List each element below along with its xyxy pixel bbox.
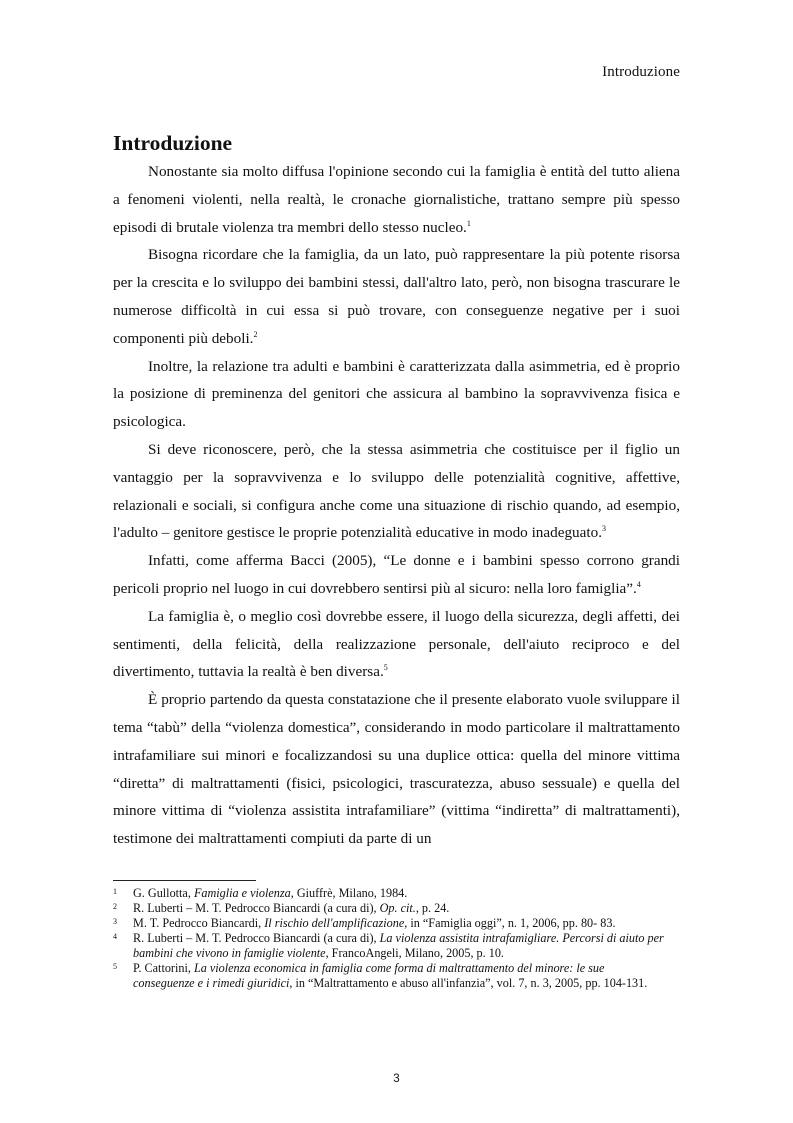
footnote-ref-2: 2 xyxy=(253,329,258,339)
paragraph-2-text: Bisogna ricordare che la famiglia, da un lato, può rappresentare la più potente risorsa per la crescita e lo sviluppo dei bambini stessi, dall'altro lato, però, non bisogna trascurare le numerose difficoltà in cui essa si può trovare, con conseguenze negative per i suoi componenti più deboli. xyxy=(113,246,680,347)
running-header: Introduzione xyxy=(602,64,680,80)
footnote-separator xyxy=(113,880,256,881)
footnote-ref-5: 5 xyxy=(383,663,388,673)
footnote-ref-3: 3 xyxy=(602,524,606,534)
footnote-ref-4: 4 xyxy=(636,579,641,589)
footnote-text xyxy=(133,916,669,931)
paragraph-4-text: Si deve riconoscere, però, che la stessa asimmetria che costituisce per il figlio un vantaggio per la sopravvivenza e lo sviluppo delle potenzialità cognitive, affettive, relazionali e sociali, si configura anche come una situazione di rischio quando, ad esempio, l'adulto – genitore gestisce le proprie potenzialità educative in modo inadeguato. xyxy=(113,440,680,542)
footnote-work-title: Il rischio dell'amplificazione xyxy=(264,916,405,930)
footnote xyxy=(113,886,669,901)
paragraph-7-text: È proprio partendo da questa constatazione che il presente elaborato vuole sviluppare il tema “tabù” della “violenza domestica”, considerando in modo particolare il maltrattamento intrafamiliare sui minori e focalizzandosi su una duplice ottica: quella del minore vittima “diretta” di maltrattamenti (fisici, psicologici, trascuratezza, abuso sessuale) e quella del minore vittima di “violenza assistita intrafamiliare” (vittima “indiretta” di maltrattamenti), testimone dei maltrattamenti compiuti da parte di un xyxy=(113,691,680,848)
footnote xyxy=(113,931,669,961)
footnote-text xyxy=(133,886,669,901)
paragraph-3 xyxy=(113,353,680,436)
footnote-number: 2 xyxy=(113,902,117,911)
paragraph-3-text: Inoltre, la relazione tra adulti e bambini è caratterizzata dalla asimmetria, ed è proprio la posizione di preminenza del genitori che assicura al bambino la sopravvivenza fisica e psicologica. xyxy=(113,357,680,431)
footnote-details: , in “Maltrattamento e abuso all'infanzia”, vol. 7, n. 3, 2005, pp. 104-131. xyxy=(289,976,648,990)
footnote-author: G. Gullotta, xyxy=(133,886,194,900)
footnote-number: 3 xyxy=(113,917,117,926)
footnotes xyxy=(113,886,669,991)
footnote-details: , in “Famiglia oggi”, n. 1, 2006, pp. 80- 83. xyxy=(404,916,616,930)
footnote-author: R. Luberti – M. T. Pedrocco Biancardi (a cura di), xyxy=(133,931,380,945)
page-number: 3 xyxy=(393,1073,400,1085)
main-text xyxy=(113,128,680,853)
section-title: Introduzione xyxy=(113,131,233,155)
footnote-author: R. Luberti – M. T. Pedrocco Biancardi (a cura di), xyxy=(133,901,380,915)
footnote xyxy=(113,901,669,916)
footnote-number: 4 xyxy=(113,932,117,941)
footnote xyxy=(113,961,669,991)
footnote-work-title: Op. cit. xyxy=(379,901,416,915)
paragraph-6 xyxy=(113,603,680,686)
footnote-details: , Giuffrè, Milano, 1984. xyxy=(290,886,408,900)
footnote-number: 1 xyxy=(113,887,117,896)
paragraph-7 xyxy=(113,686,680,853)
footnote-work-title: Famiglia e violenza xyxy=(193,886,291,900)
paragraph-1 xyxy=(113,158,680,241)
footnote-author: P. Cattorini, xyxy=(133,961,194,975)
paragraph-5-text: Infatti, come afferma Bacci (2005), “Le donne e i bambini spesso corrono grandi pericoli proprio nel luogo in cui dovrebbero sentirsi più al sicuro: nella loro famiglia”. xyxy=(113,552,680,597)
footnote-text xyxy=(133,901,669,916)
paragraph-2 xyxy=(113,241,680,352)
footnote-work-title: La violenza economica in famiglia come forma di maltrattamento del minore: le sue conseguenze e i rimedi giuridici xyxy=(133,961,605,990)
paragraph-1-text: Nonostante sia molto diffusa l'opinione secondo cui la famiglia è entità del tutto aliena a fenomeni violenti, nella realtà, le cronache giornalistiche, trattano sempre più spesso episodi di brutale violenza tra membri dello stesso nucleo. xyxy=(113,163,680,236)
footnote-ref-1: 1 xyxy=(466,218,471,228)
footnote-text xyxy=(133,961,669,991)
footnote-text xyxy=(133,931,669,961)
paragraph-4 xyxy=(113,436,680,547)
footnote xyxy=(113,916,669,931)
paragraph-5 xyxy=(113,547,680,603)
footnote-details: , FrancoAngeli, Milano, 2005, p. 10. xyxy=(325,946,504,960)
paragraph-6-text: La famiglia è, o meglio così dovrebbe essere, il luogo della sicurezza, degli affetti, dei sentimenti, della felicità, della realizzazione personale, dell'aiuto reciproco e del divertimento, tuttavia la realtà è ben diversa. xyxy=(113,607,680,681)
footnote-details: , p. 24. xyxy=(415,901,450,915)
footnote-number: 5 xyxy=(113,962,117,971)
footnote-work-title: La violenza assistita intrafamigliare. Percorsi di aiuto per bambini che vivono in famiglie violente xyxy=(133,931,664,960)
footnote-author: M. T. Pedrocco Biancardi, xyxy=(133,916,265,930)
